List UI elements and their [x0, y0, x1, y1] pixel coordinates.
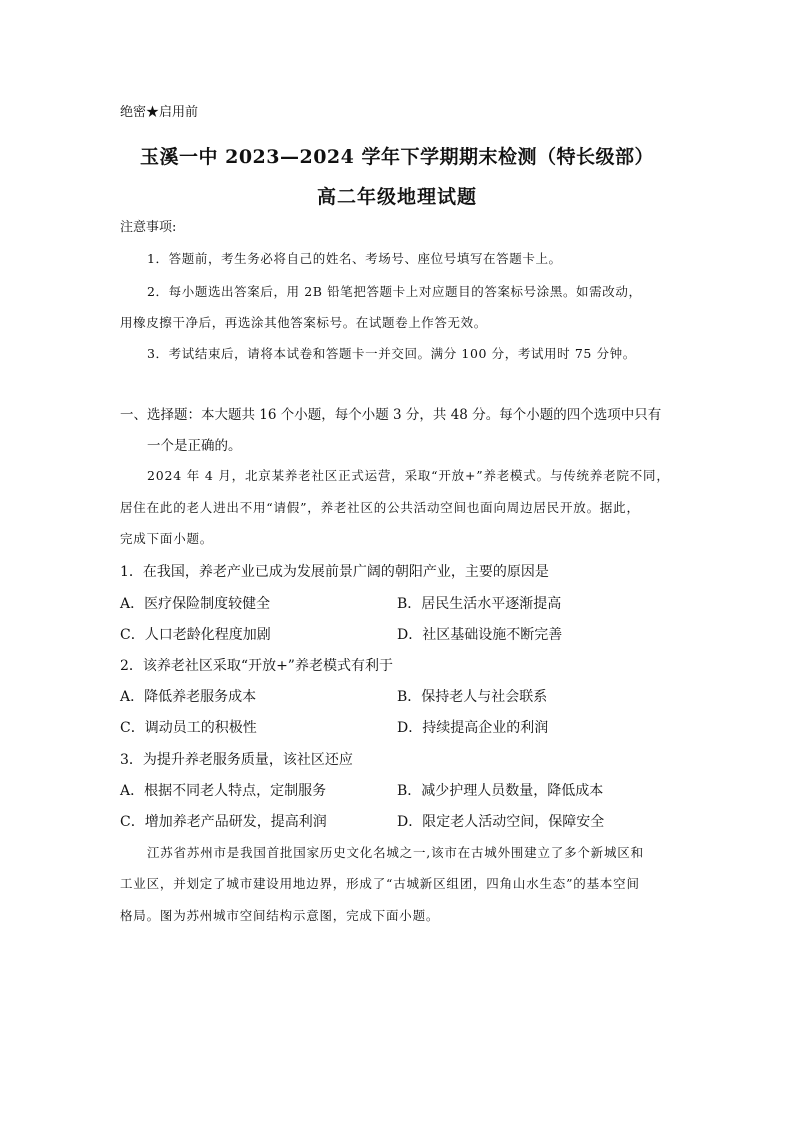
notice-item-2-line-2: 用橡皮擦干净后，再选涂其他答案标号。在试题卷上作答无效。	[120, 315, 487, 330]
question-1-option-a: A．医疗保险制度较健全	[120, 596, 271, 612]
passage-1-line-1: 2024 年 4 月，北京某养老社区正式运营，采取“开放+”养老模式。与传统养老院不同，	[147, 468, 670, 483]
question-2-stem: 2．该养老社区采取“开放+”养老模式有利于	[120, 658, 393, 674]
question-2-option-a: A．降低养老服务成本	[120, 689, 257, 705]
question-3-option-b: B．减少护理人员数量，降低成本	[397, 783, 604, 799]
exam-title: 玉溪一中 2023—2024 学年下学期期末检测（特长级部）	[140, 146, 654, 168]
passage-1-line-3: 完成下面小题。	[120, 531, 214, 546]
question-3-option-d: D．限定老人活动空间，保障安全	[397, 814, 605, 830]
notice-item-1: 1．答题前，考生务必将自己的姓名、考场号、座位号填写在答题卡上。	[147, 251, 562, 266]
notice-heading: 注意事项:	[120, 220, 177, 235]
question-3-stem: 3．为提升养老服务质量，该社区还应	[120, 752, 353, 768]
question-1-option-d: D．社区基础设施不断完善	[397, 627, 563, 643]
section-heading-line-2: 一个是正确的。	[147, 438, 242, 454]
exam-subtitle: 高二年级地理试题	[316, 186, 477, 208]
passage-2-line-1: 江苏省苏州市是我国首批国家历史文化名城之一,该市在古城外围建立了多个新城区和	[147, 845, 644, 860]
question-2-option-b: B．保持老人与社会联系	[397, 689, 548, 705]
passage-1-line-2: 居住在此的老人进出不用“请假”，养老社区的公共活动空间也面向周边居民开放。据此，	[120, 500, 640, 515]
passage-2-line-2: 工业区，并划定了城市建设用地边界，形成了“古城新区组团，四角山水生态”的基本空间	[120, 876, 640, 891]
notice-item-3: 3．考试结束后，请将本试卷和答题卡一并交回。满分 100 分，考试用时 75 分钟。	[147, 346, 636, 361]
notice-item-2-line-1: 2．每小题选出答案后，用 2B 铅笔把答题卡上对应题目的答案标号涂黑。如需改动，	[147, 284, 642, 299]
question-1-stem: 1．在我国，养老产业已成为发展前景广阔的朝阳产业，主要的原因是	[120, 564, 549, 580]
secret-label: 绝密★启用前	[120, 105, 199, 120]
question-1-option-b: B．居民生活水平逐渐提高	[397, 596, 562, 612]
passage-2-line-3: 格局。图为苏州城市空间结构示意图，完成下面小题。	[120, 908, 440, 923]
question-3-option-a: A．根据不同老人特点，定制服务	[120, 783, 327, 799]
question-3-option-c: C．增加养老产品研发，提高利润	[120, 814, 327, 830]
question-2-option-d: D．持续提高企业的利润	[397, 720, 549, 736]
question-1-option-c: C．人口老龄化程度加剧	[120, 627, 271, 643]
question-2-option-c: C．调动员工的积极性	[120, 720, 257, 736]
section-heading-line-1: 一、选择题：本大题共 16 个小题，每个小题 3 分，共 48 分。每个小题的四个选项中只有	[120, 407, 662, 423]
